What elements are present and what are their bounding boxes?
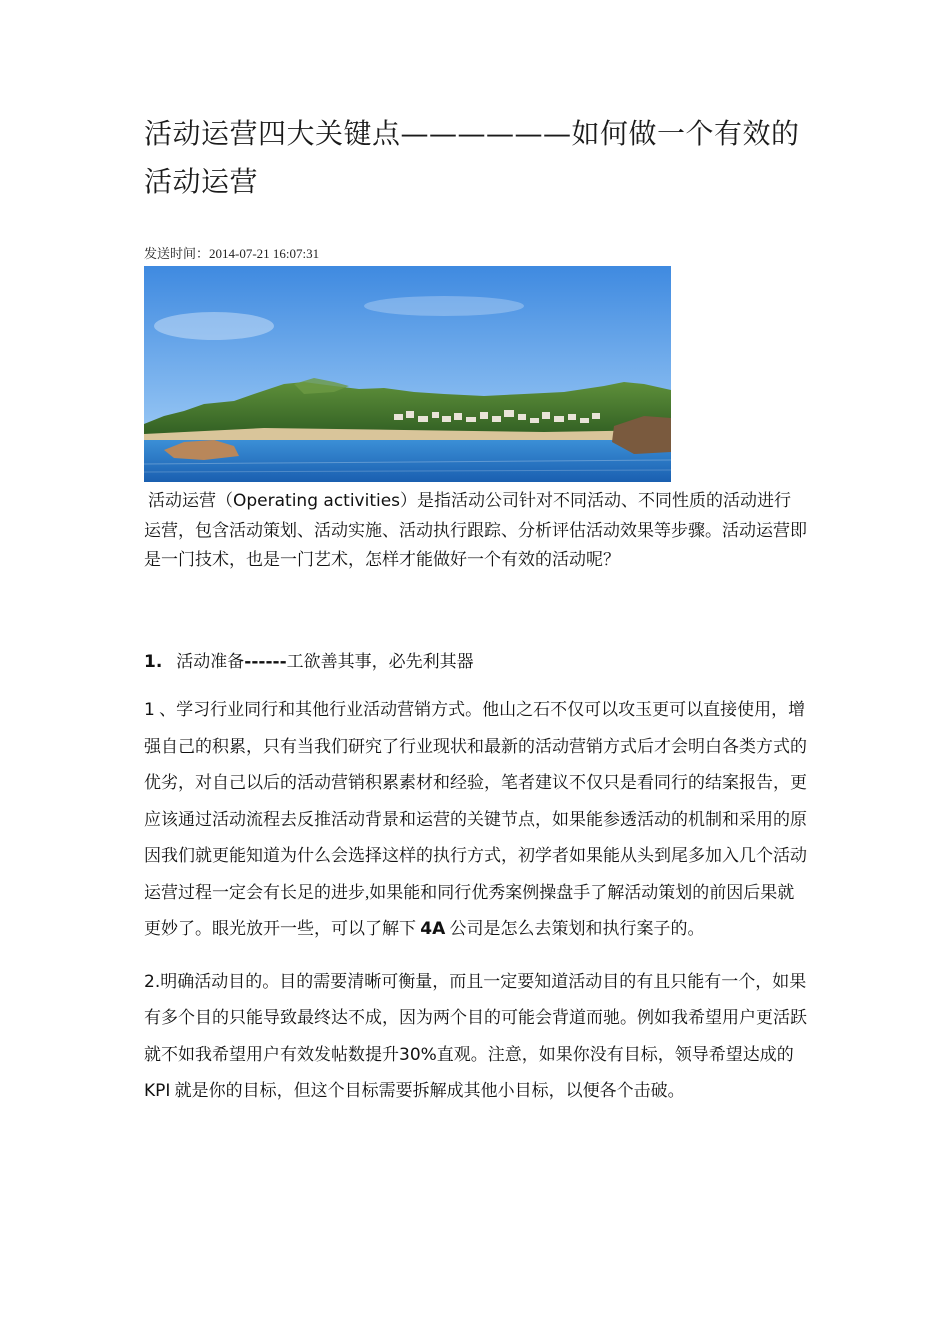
paragraph2-text-c: 就是你的目标，但这个目标需要拆解成其他小目标，以便各个击破。	[170, 1081, 685, 1100]
publish-time-label: 发送时间：	[144, 246, 210, 261]
paragraph2-percent: 30%	[399, 1044, 437, 1065]
paragraph1-text-b: 公司是怎么去策划和执行案子的。	[445, 919, 705, 938]
intro-english-term: Operating activities	[233, 491, 401, 511]
section-heading	[144, 648, 808, 676]
coastal-landscape-image	[144, 266, 671, 482]
publish-time	[144, 246, 808, 262]
intro-text-start: 活动运营（	[148, 491, 233, 510]
paragraph-learn-from-peers	[144, 692, 808, 948]
intro-text-end: ）是指活动公司针对不同活动、不同性质的活动进行运营，包含活动策划、活动实施、活动执行跟踪、分析评估活动效果等步骤。活动运营即是一门技术，也是一门艺术，怎样才能做好一个有效的活动呢？	[144, 491, 807, 569]
article	[144, 110, 808, 1110]
paragraph-clear-goal	[144, 964, 808, 1110]
paragraph2-number: 2.	[144, 971, 161, 992]
paragraph1-number: 1	[144, 700, 155, 720]
intro-paragraph	[144, 486, 808, 574]
section-number: 1.	[144, 652, 163, 672]
paragraph2-kpi: KPI	[144, 1081, 171, 1101]
paragraph2-text-a: 明确活动目的。目的需要清晰可衡量，而且一定要知道活动目的有且只能有一个，如果有多个目的只能导致最终达不成，因为两个目的可能会背道而驰。例如我希望用户更活跃就不如我希望用户有效发帖数提升	[144, 971, 807, 1064]
section-heading-dash: ------	[244, 652, 287, 672]
section-heading-text-b: 工欲善其事，必先利其器	[286, 652, 474, 671]
publish-time-value: 2014-07-21 16:07:31	[209, 246, 320, 261]
paragraph1-bold: 4A	[420, 919, 446, 939]
section-heading-text-a: 活动准备	[176, 652, 245, 671]
article-title: 活动运营四大关键点——————如何做一个有效的活动运营	[144, 117, 800, 198]
paragraph2-text-b: 直观。注意，如果你没有目标，领导希望达成的	[436, 1044, 794, 1064]
paragraph1-text-a: 、学习行业同行和其他行业活动营销方式。他山之石不仅可以攻玉更可以直接使用，增强自己的积累，只有当我们研究了行业现状和最新的活动营销方式后才会明白各类方式的优劣，对自己以后的活动营销积累素材和经验，笔者建议不仅只是看同行的结案报告，更应该通过活动流程去反推活动背景和运营的关键节点，如果能参透活动的机制和采用的原因我们就更能知道为什么会选择这样的执行方式，初学者如果能从头到尾多加入几个活动运营过程一定会有长足的进步,如果能和同行优秀案例操盘手了解活动策划的前因后果就更妙了。眼光放开一些，可以了解下	[144, 700, 807, 938]
